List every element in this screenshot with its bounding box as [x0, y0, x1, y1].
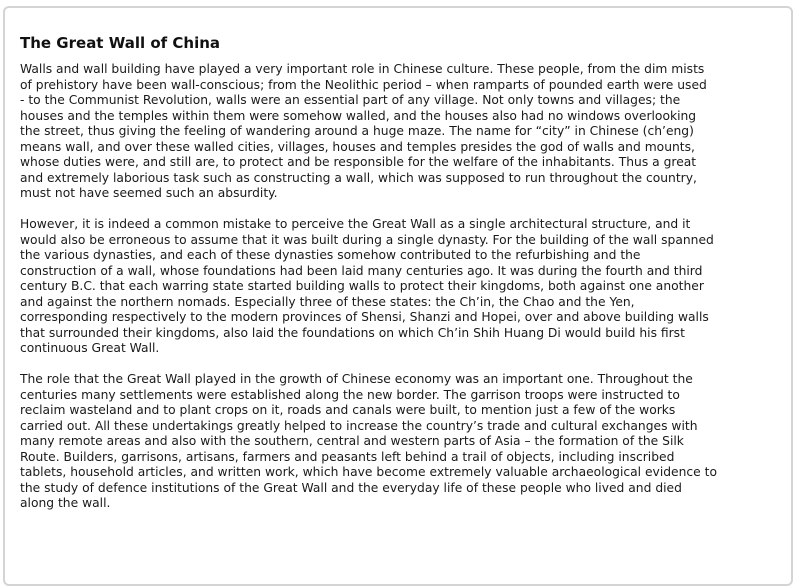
article-paragraph-1: Walls and wall building have played a very important role in Chinese culture. These people, from the dim mists of prehistory have been wall-conscious; from the Neolithic period – when ramparts of pounded earth were used - to the Communist Revolution, walls were an essential part of any village. Not only towns and villages; the houses and the temples within them were somehow walled, and the houses also had no windows overlooking the street, thus giving the feeling of wandering around a huge maze. The name for “city” in Chinese (ch’eng) means wall, and over these walled cities, villages, houses and temples presides the god of walls and mounts, whose duties were, and still are, to protect and be responsible for the welfare of the inhabitants. Thus a great and extremely laborious task such as constructing a wall, which was supposed to run throughout the country, must not have seemed such an absurdity. [20, 62, 707, 200]
article-panel [3, 6, 793, 586]
article-content [20, 33, 790, 527]
article-paragraph-2: However, it is indeed a common mistake to perceive the Great Wall as a single architectural structure, and it would also be erroneous to assume that it was built during a single dynasty. For the building of the wall spanned the various dynasties, and each of these dynasties somehow contributed to the refurbishing and the construction of a wall, whose foundations had been laid many centuries ago. It was during the fourth and third century B.C. that each warring state started building walls to protect their kingdoms, both against one another and against the northern nomads. Especially three of these states: the Ch’in, the Chao and the Yen, corresponding respectively to the modern provinces of Shensi, Shanzi and Hopei, over and above building walls that surrounded their kingdoms, also laid the foundations on which Ch’in Shih Huang Di would build his first continuous Great Wall. [20, 217, 714, 355]
article-title: The Great Wall of China [20, 34, 221, 52]
article-paragraph-3: The role that the Great Wall played in the growth of Chinese economy was an important one. Throughout the centuries many settlements were established along the new border. The garrison troops were instructed to reclaim wasteland and to plant crops on it, roads and canals were built, to mention just a few of the works carried out. All these undertakings greatly helped to increase the country’s trade and cultural exchanges with many remote areas and also with the southern, central and western parts of Asia – the formation of the Silk Route. Builders, garrisons, artisans, farmers and peasants left behind a trail of objects, including inscribed tablets, household articles, and written work, which have become extremely valuable archaeological evidence to the study of defence institutions of the Great Wall and the everyday life of these people who lived and died along the wall. [20, 372, 717, 510]
